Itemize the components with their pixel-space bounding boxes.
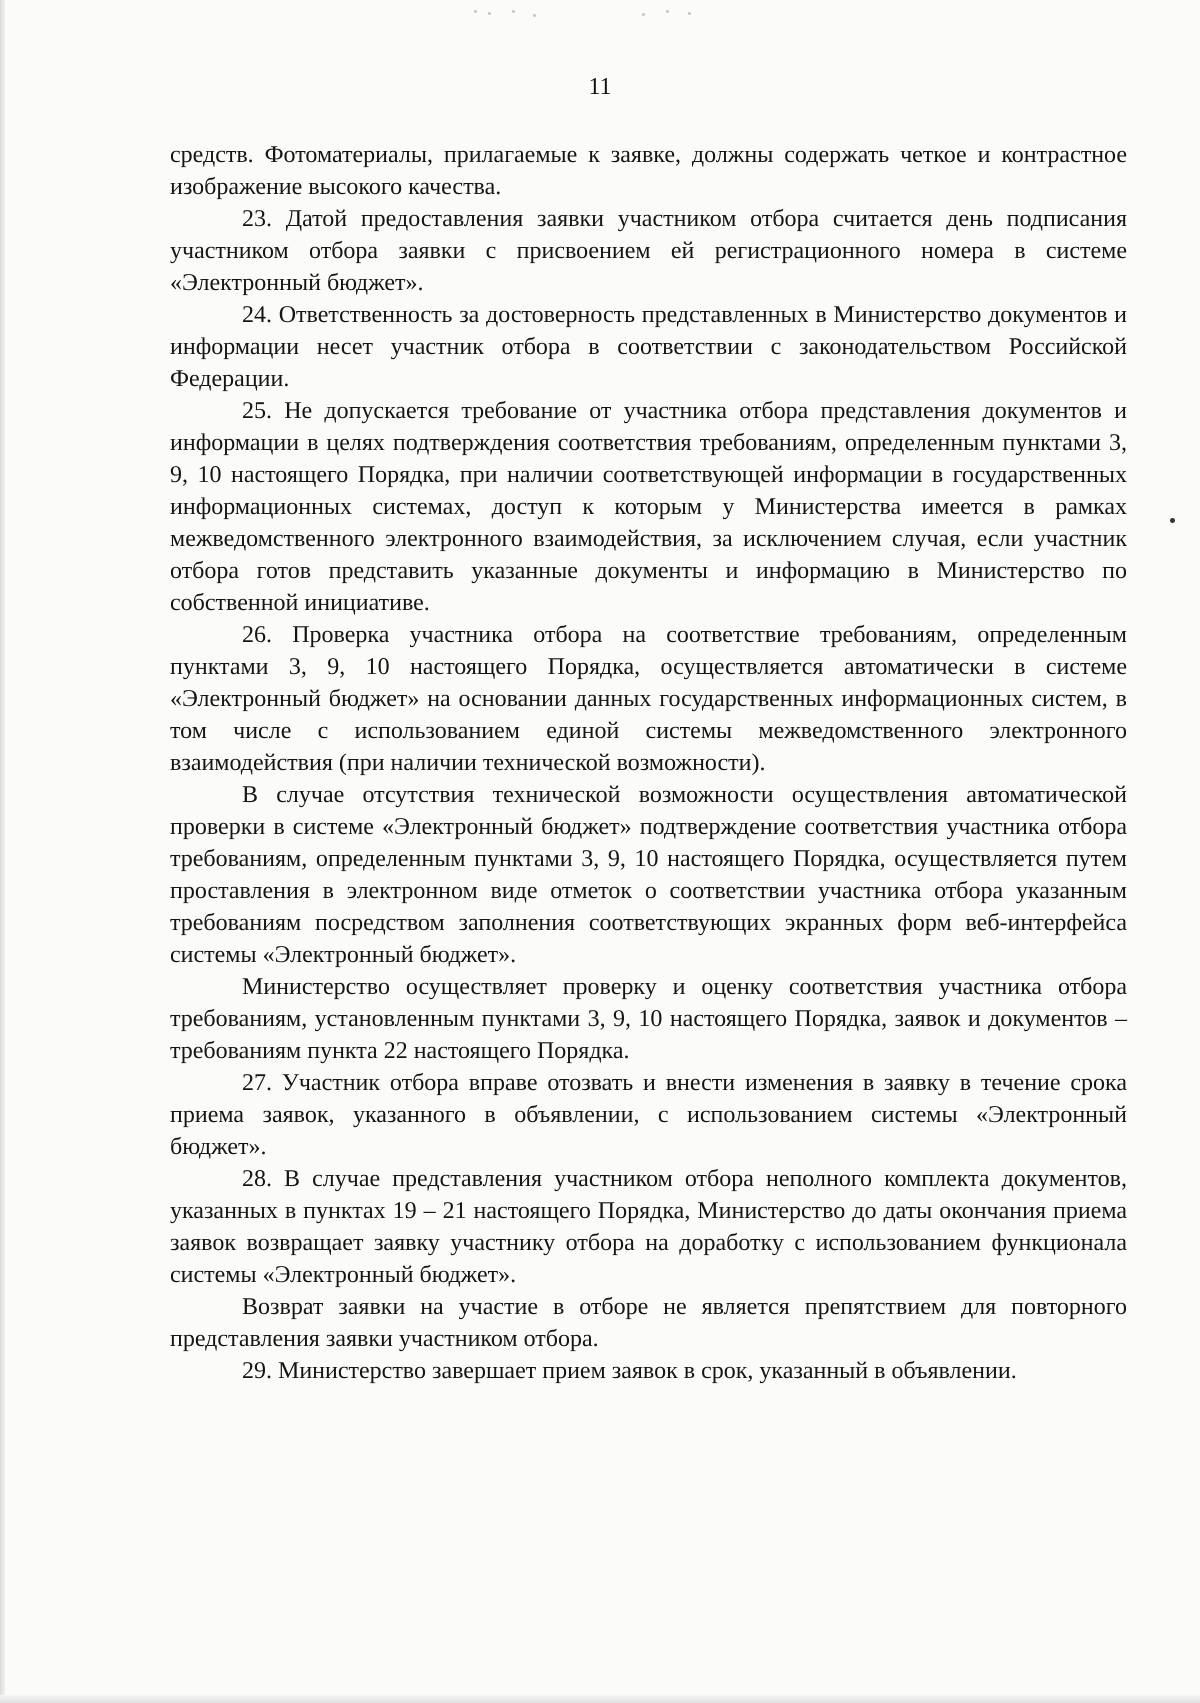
margin-dot-mark [1170,518,1175,523]
paragraph-28: 28. В случае представления участником отбора неполного комплекта документов, указанных в пунктах 19 – 21 настоящего Порядка, Министерство до даты окончания приема заявок возвращает заявку участнику отбора на доработку с использованием функционала системы «Электронный бюджет». [170,1166,1127,1288]
document-body [170,139,1127,1387]
page-number: 11 [588,74,612,100]
paragraph-26-technical-check: В случае отсутствия технической возможности осуществления автоматической проверки в системе «Электронный бюджет» подтверждение соответствия участника отбора требованиям, определенным пунктами 3, 9, 10 настоящего Порядка, осуществляется путем проставления в электронном виде отметок о соответствии участника отбора указанным требованиям посредством заполнения соответствующих экранных форм веб-интерфейса системы «Электронный бюджет». [170,782,1127,968]
scan-left-edge [0,0,5,1703]
paragraph-28-return: Возврат заявки на участие в отборе не является препятствием для повторного представления заявки участником отбора. [170,1294,1127,1352]
paragraph-26: 26. Проверка участника отбора на соответствие требованиям, определенным пунктами 3, 9, 10 настоящего Порядка, осуществляется автоматически в системе «Электронный бюджет» на основании данных государственных информационных систем, в том числе с использованием единой системы межведомственного электронного взаимодействия (при наличии технической возможности). [170,622,1127,776]
scan-noise-marks [470,10,730,20]
paragraph-24: 24. Ответственность за достоверность представленных в Министерство документов и информации несет участник отбора в соответствии с законодательством Российской Федерации. [170,302,1127,392]
paragraph-26-ministry-check: Министерство осуществляет проверку и оценку соответствия участника отбора требованиям, установленным пунктами 3, 9, 10 настоящего Порядка, заявок и документов – требованиям пункта 22 настоящего Порядка. [170,974,1127,1064]
paragraph-27: 27. Участник отбора вправе отозвать и внести изменения в заявку в течение срока приема заявок, указанного в объявлении, с использованием системы «Электронный бюджет». [170,1070,1127,1160]
paragraph-29: 29. Министерство завершает прием заявок в срок, указанный в объявлении. [242,1358,1017,1384]
scan-bottom-edge [0,1695,1200,1703]
paragraph-23: 23. Датой предоставления заявки участником отбора считается день подписания участником отбора заявки с присвоением ей регистрационного номера в системе «Электронный бюджет». [170,206,1127,296]
paragraph-continuation: средств. Фотоматериалы, прилагаемые к заявке, должны содержать четкое и контрастное изображение высокого качества. [170,142,1127,200]
paragraph-25: 25. Не допускается требование от участника отбора представления документов и информации в целях подтверждения соответствия требованиям, определенным пунктами 3, 9, 10 настоящего Порядка, при наличии соответствующей информации в государственных информационных системах, доступ к которым у Министерства имеется в рамках межведомственного электронного взаимодействия, за исключением случая, если участник отбора готов представить указанные документы и информацию в Министерство по собственной инициативе. [170,398,1127,616]
